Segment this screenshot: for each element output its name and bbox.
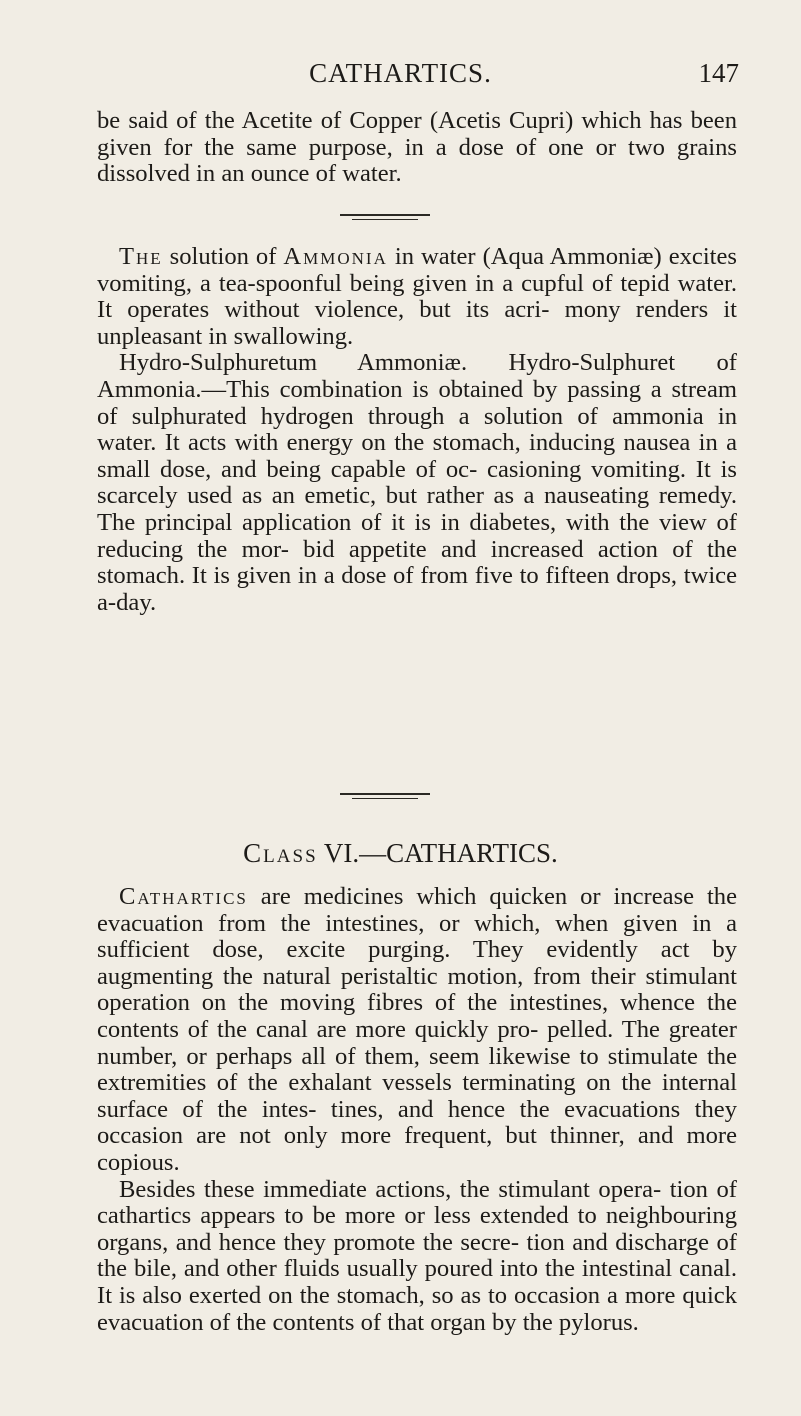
besides-paragraph: Besides these immediate actions, the stimulant opera- tion of cathartics appears to be more or less extended to neighbouring organs, and hence they promote the secre- tion and discharge of the bile, and other fluids usually poured into the intestinal canal. It is also exerted on the stomach, so as to occasion a more quick evacuation of the contents of that organ by the pylorus.: [97, 1175, 737, 1336]
section-divider: [0, 214, 801, 224]
class-word: Class: [243, 838, 318, 868]
continuation-paragraph: [97, 108, 737, 188]
divider-line: [340, 793, 430, 795]
class-title: VI.—CATHARTICS.: [317, 838, 558, 868]
section-divider: [0, 793, 801, 803]
ammonia-lead-word: The: [119, 243, 163, 270]
hydro-sulphuret-paragraph: Hydro-Sulphuretum Ammoniæ. Hydro-Sulphuret of Ammonia.—This combination is obtained by passing a stream of sulphurated hydrogen through a solution of ammonia in water. It acts with energy on the stomach, inducing nausea in a small dose, and being capable of oc- casioning vomiting. It is scarcely used as an emetic, but rather as a nauseating remedy. The principal application of it is in diabetes, with the view of reducing the mor- bid appetite and increased action of the stomach. It is given in a dose of from five to fifteen drops, twice a-day.: [97, 349, 737, 616]
ammonia-text-2: in water (Aqua Ammoniæ) excites vomiting, a tea-spoonful being given in a cupful of tepid water. It operates without violence, but its acri- mony renders it unpleasant in swallowing.: [97, 243, 737, 350]
cathartics-text: are medicines which quicken or increase the evacuation from the intestines, or which, when given in a sufficient dose, excite purging. They evidently act by augmenting the natural peristaltic motion, from their stimulant operation on the moving fibres of the intestines, whence the contents of the canal are more quickly pro- pelled. The greater number, or perhaps all of them, seem likewise to stimulate the extremities of the exhalant vessels terminating on the internal surface of the intes- tines, and hence the evacuations they occasion are not only more frequent, but thinner, and more copious.: [97, 883, 737, 1176]
divider-line: [352, 219, 418, 220]
ammonia-paragraph: [97, 244, 737, 350]
running-title: CATHARTICS.: [309, 58, 492, 88]
continuation-text: be said of the Acetite of Copper (Acetis Cupri) which has been given for the same purpose, in a dose of one or two grains dissolved in an ounce of water.: [97, 107, 737, 188]
class-heading: [0, 838, 801, 869]
ammonia-section: [97, 244, 737, 616]
cathartics-section: [97, 884, 737, 1336]
cathartics-paragraph: [97, 884, 737, 1177]
ammonia-term: Ammonia: [283, 243, 388, 270]
running-head: [0, 58, 801, 98]
cathartics-lead-word: Cathartics: [119, 883, 248, 910]
page-number: 147: [698, 58, 739, 88]
ammonia-text-1: solution of: [162, 243, 284, 270]
divider-line: [352, 798, 418, 799]
divider-line: [340, 214, 430, 216]
